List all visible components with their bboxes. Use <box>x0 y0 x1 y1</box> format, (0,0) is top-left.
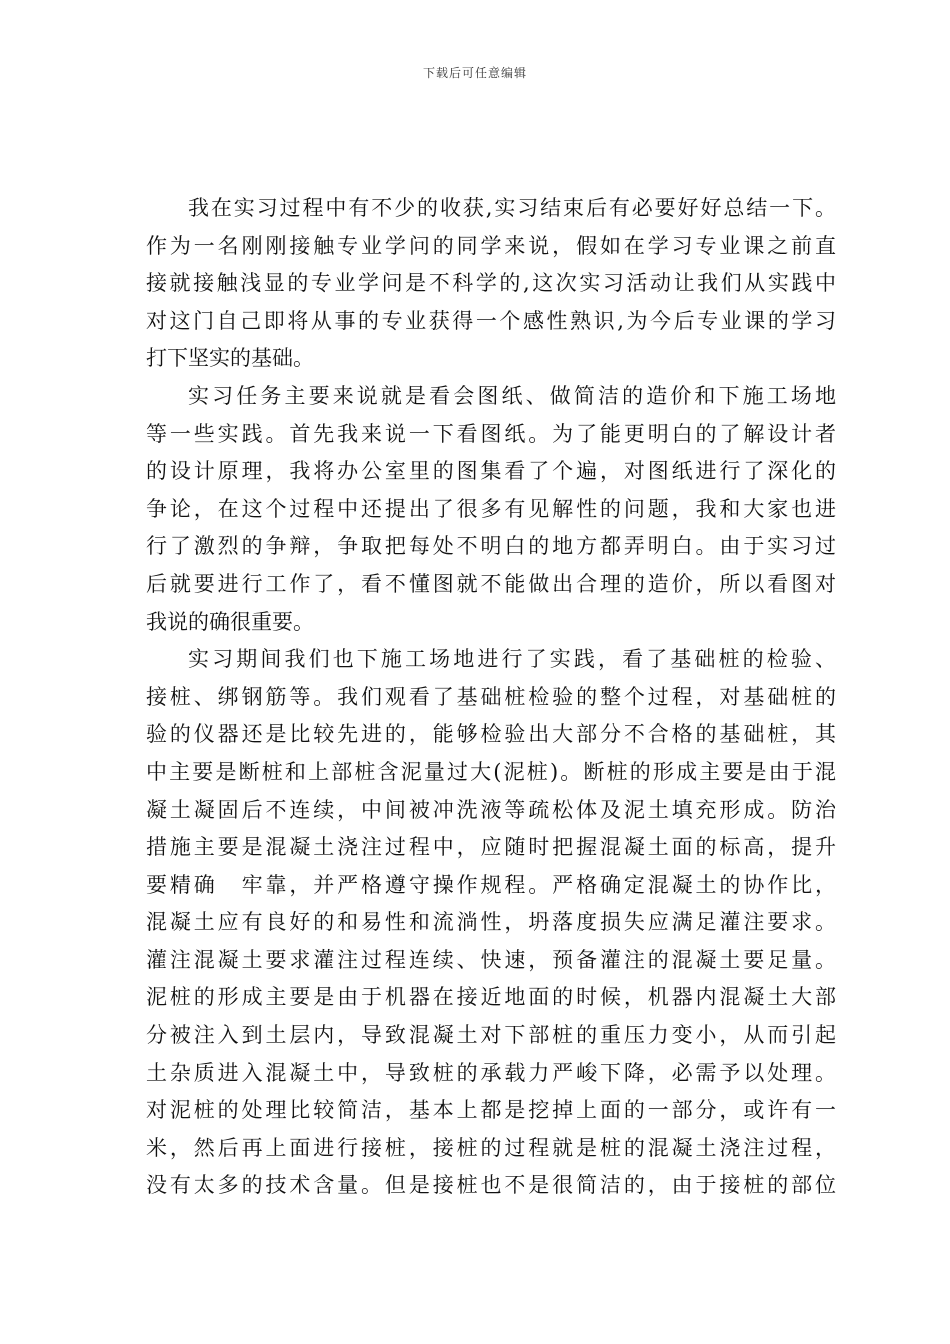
text-line: 行了激烈的争辩，争取把每处不明白的地方都弄明白。由于实习过 <box>146 534 836 559</box>
paragraph <box>146 641 836 1205</box>
text-line: 接桩、绑钢筋等。我们观看了基础桩检验的整个过程，对基础桩的 <box>146 684 836 709</box>
text-line: 验的仪器还是比较先进的，能够检验出大部分不合格的基础桩，其 <box>146 722 836 747</box>
text-line: 混凝土应有良好的和易性和流淌性，坍落度损失应满足灌注要求。 <box>146 910 836 935</box>
text-line: 等一些实践。首先我来说一下看图纸。为了能更明白的了解设计者 <box>146 421 836 446</box>
text-line: 争论，在这个过程中还提出了很多有见解性的问题，我和大家也进 <box>146 496 836 521</box>
text-line: 实习期间我们也下施工场地进行了实践，看了基础桩的检验、 <box>188 647 836 672</box>
paragraph <box>146 190 836 378</box>
text-line: 泥桩的形成主要是由于机器在接近地面的时候，机器内混凝土大部 <box>146 985 836 1010</box>
document-body <box>146 190 836 1205</box>
text-line: 我说的确很重要。 <box>146 609 314 634</box>
text-line: 土杂质进入混凝土中，导致桩的承载力严峻下降，必需予以处理。 <box>146 1060 836 1085</box>
page-header: 下载后可任意编辑 <box>422 66 527 80</box>
text-line: 措施主要是混凝土浇注过程中，应随时把握混凝土面的标高，提升 <box>146 835 836 860</box>
text-line: 的设计原理，我将办公室里的图集看了个遍，对图纸进行了深化的 <box>146 459 836 484</box>
text-line: 分被注入到土层内，导致混凝土对下部桩的重压力变小，从而引起 <box>146 1023 836 1048</box>
text-line: 要精确 牢靠，并严格遵守操作规程。严格确定混凝土的协作比， <box>146 872 836 897</box>
text-line: 中主要是断桩和上部桩含泥量过大(泥桩)。断桩的形成主要是由于混 <box>146 759 836 784</box>
text-line: 接就接触浅显的专业学问是不科学的,这次实习活动让我们从实践中 <box>146 271 836 296</box>
text-line: 后就要进行工作了，看不懂图就不能做出合理的造价，所以看图对 <box>146 571 836 596</box>
text-line: 灌注混凝土要求灌注过程连续、快速，预备灌注的混凝土要足量。 <box>146 947 836 972</box>
paragraph <box>146 378 836 641</box>
text-line: 我在实习过程中有不少的收获,实习结束后有必要好好总结一下。 <box>188 196 836 220</box>
text-line: 没有太多的技术含量。但是接桩也不是很简洁的，由于接桩的部位 <box>146 1173 836 1198</box>
text-line: 实习任务主要来说就是看会图纸、做简洁的造价和下施工场地 <box>188 383 836 408</box>
text-line: 对这门自己即将从事的专业获得一个感性熟识,为今后专业课的学习 <box>146 308 836 333</box>
text-line: 打下坚实的基础。 <box>146 346 314 371</box>
text-line: 米，然后再上面进行接桩，接桩的过程就是桩的混凝土浇注过程， <box>146 1135 836 1160</box>
text-line: 凝土凝固后不连续，中间被冲洗液等疏松体及泥土填充形成。防治 <box>146 797 836 822</box>
text-line: 对泥桩的处理比较简洁，基本上都是挖掉上面的一部分，或许有一 <box>146 1098 836 1123</box>
text-line: 作为一名刚刚接触专业学问的同学来说，假如在学习专业课之前直 <box>146 233 836 258</box>
